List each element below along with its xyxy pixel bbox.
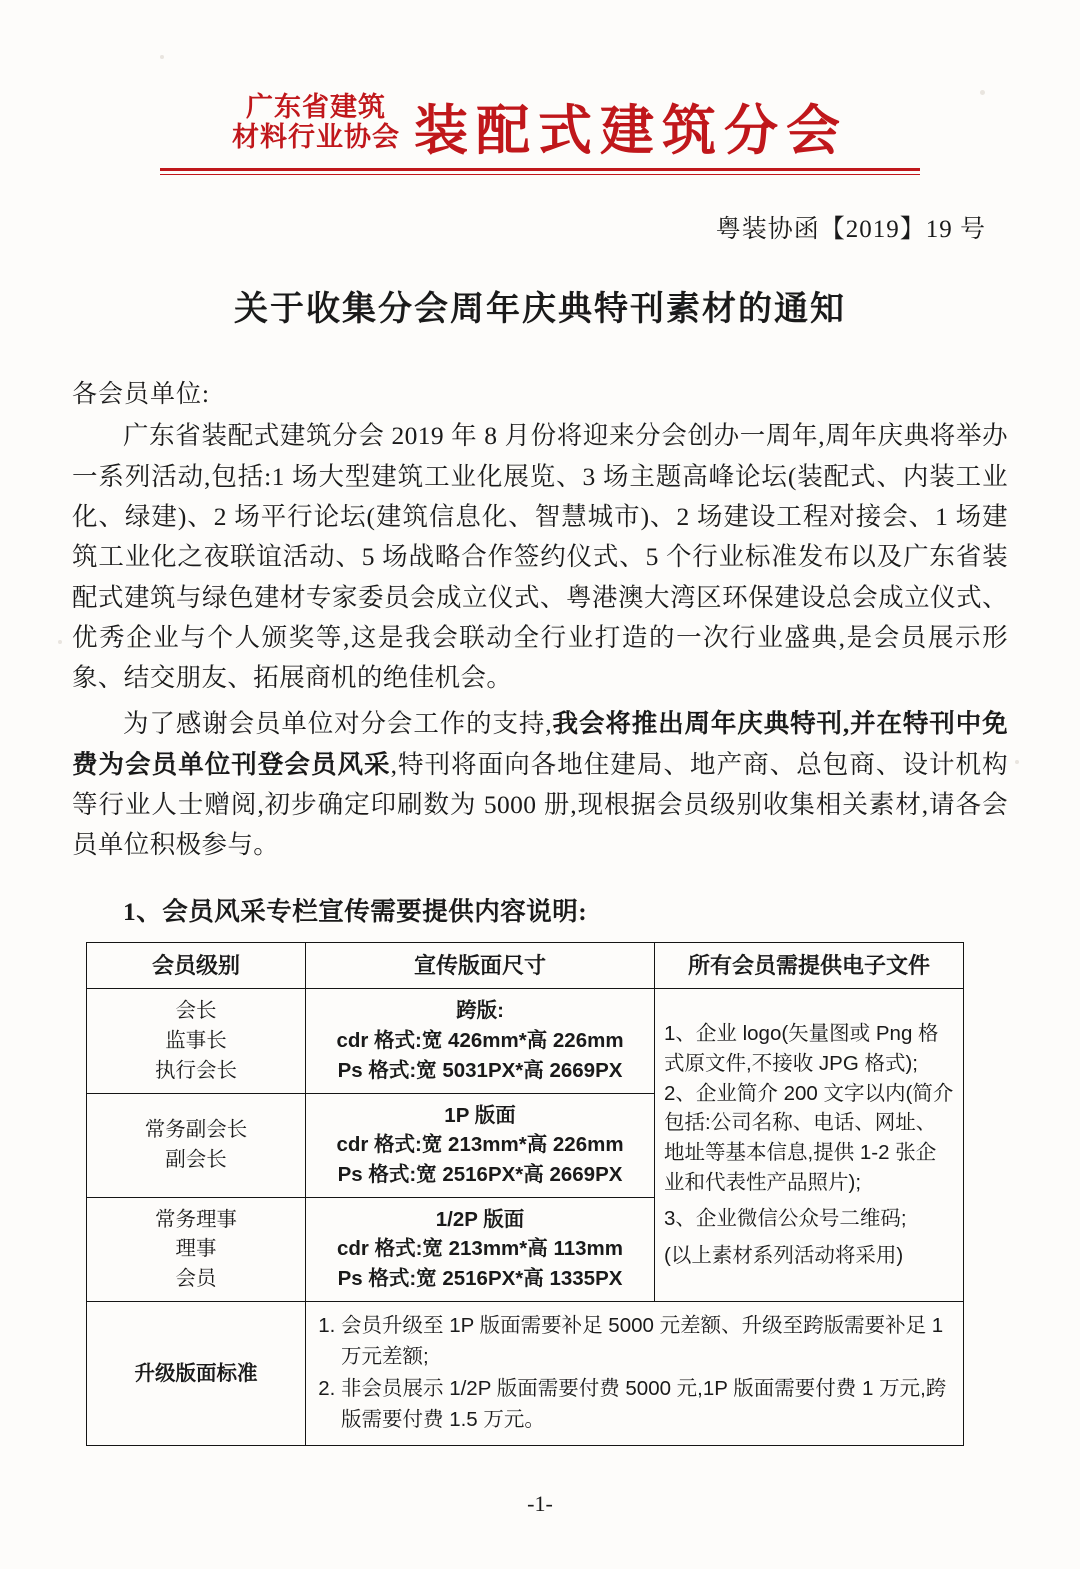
files-note: (以上素材系列活动将采用) <box>664 1244 904 1268</box>
row2-level <box>87 1093 306 1197</box>
table-header-row <box>87 942 964 989</box>
scan-speck <box>160 55 164 59</box>
paragraph-2-emphasis: 我会将推出周年庆典特刊,并在特刊中免费为会员单位刊登会员风采 <box>72 709 1008 779</box>
paragraph-2-tail: ,特刊将面向各地住建局、地产商、总包商、设计机构等行业人士赠阅,初步确定印刷数为 5000 册,现根据会员级别收集相关素材,请各会员单位积极参与。 <box>72 749 1008 860</box>
row3-size-title: 1/2P 版面 <box>435 1207 525 1231</box>
table-header-level: 会员级别 <box>87 942 306 989</box>
row1-size-ps: Ps 格式:宽 5031PX*高 2669PX <box>337 1058 623 1082</box>
document-number: 粤装协函【2019】19 号 <box>715 216 986 244</box>
page-title: 关于收集分会周年庆典特刊素材的通知 <box>234 291 846 329</box>
row1-level-line1: 会长 <box>175 999 217 1023</box>
association-name-line2: 材料行业协会 <box>232 122 400 153</box>
upgrade-rules <box>306 1301 964 1445</box>
row1-level-line3: 执行会长 <box>155 1058 237 1082</box>
row2-size-ps: Ps 格式:宽 2516PX*高 2669PX <box>337 1163 623 1187</box>
row1-size-cdr: cdr 格式:宽 426mm*高 226mm <box>336 1029 624 1053</box>
body-paragraph-1: 广东省装配式建筑分会 2019 年 8 月份将迎来分会创办一周年,周年庆典将举办一系列活动,包括:1 场大型建筑工业化展览、3 场主题高峰论坛(装配式、内装工业化、绿建)、2 场平行论坛(建筑信息化、智慧城市)、2 场建设工程对接会、1 场建筑工业化之夜联谊活动、5 场战略合作签约仪式、5 个行业标准发布以及广东省装配式建筑与绿色建材专家委员会成立仪式、粤港澳大湾区环保建设总会成立仪式、优秀企业与个人颁奖等,这是我会联动全行业打造的一次行业盛典,是会员展示形象、结交朋友、拓展商机的绝佳机会。 <box>72 421 1008 693</box>
row1-size <box>306 989 655 1093</box>
files-item-2: 2、企业简介 200 文字以内(简介包括:公司名称、电话、网址、地址等基本信息,提供 1-2 张企业和代表性产品照片); <box>664 1081 954 1194</box>
upgrade-item: 1. 会员升级至 1P 版面需要补足 5000 元差额、升级至跨版需要补足 1 万元差额; <box>341 1311 954 1373</box>
row2-size <box>306 1093 655 1197</box>
row2-size-title: 1P 版面 <box>444 1103 516 1127</box>
files-item-1: 1、企业 logo(矢量图或 Png 格式原文件,不接收 JPG 格式); <box>664 1022 939 1076</box>
branch-name: 装配式建筑分会 <box>414 101 848 162</box>
files-item-3: 3、企业微信公众号二维码; <box>664 1206 907 1230</box>
table-row <box>87 989 964 1093</box>
body-paragraph-2 <box>72 704 1008 865</box>
upgrade-label: 升级版面标准 <box>87 1301 306 1445</box>
salutation: 各会员单位: <box>72 381 210 409</box>
row1-level-line2: 监事长 <box>165 1029 227 1053</box>
row3-size <box>306 1197 655 1301</box>
table-header-size: 宣传版面尺寸 <box>306 942 655 989</box>
row3-level-line2: 理事 <box>175 1237 217 1261</box>
row3-size-cdr: cdr 格式:宽 213mm*高 113mm <box>337 1237 623 1261</box>
row3-size-ps: Ps 格式:宽 2516PX*高 1335PX <box>337 1267 623 1291</box>
row3-level <box>87 1197 306 1301</box>
upgrade-item: 2. 非会员展示 1/2P 版面需要付费 5000 元,1P 版面需要付费 1 万元,跨版需要付费 1.5 万元。 <box>341 1374 954 1436</box>
table-row-upgrade <box>87 1301 964 1445</box>
row3-level-line3: 会员 <box>175 1267 217 1291</box>
letterhead-divider <box>160 168 920 175</box>
row1-size-title: 跨版: <box>456 999 504 1023</box>
scan-speck <box>1015 760 1019 764</box>
association-name-line1: 广东省建筑 <box>246 92 386 122</box>
page-number: -1- <box>527 1491 553 1516</box>
scan-speck <box>58 640 62 644</box>
paragraph-2-lead: 为了感谢会员单位对分会工作的支持, <box>123 709 553 739</box>
row2-level-line2: 副会长 <box>165 1148 227 1172</box>
scan-speck <box>980 90 985 95</box>
row1-level <box>87 989 306 1093</box>
row2-level-line1: 常务副会长 <box>144 1118 248 1142</box>
files-requirements <box>655 989 964 1301</box>
table-header-files: 所有会员需提供电子文件 <box>655 942 964 989</box>
membership-table <box>86 942 964 1446</box>
section-heading: 1、会员风采专栏宣传需要提供内容说明: <box>123 896 588 926</box>
letterhead <box>72 0 1008 162</box>
row2-size-cdr: cdr 格式:宽 213mm*高 226mm <box>336 1133 624 1157</box>
association-name <box>232 92 400 158</box>
row3-level-line1: 常务理事 <box>155 1207 237 1231</box>
